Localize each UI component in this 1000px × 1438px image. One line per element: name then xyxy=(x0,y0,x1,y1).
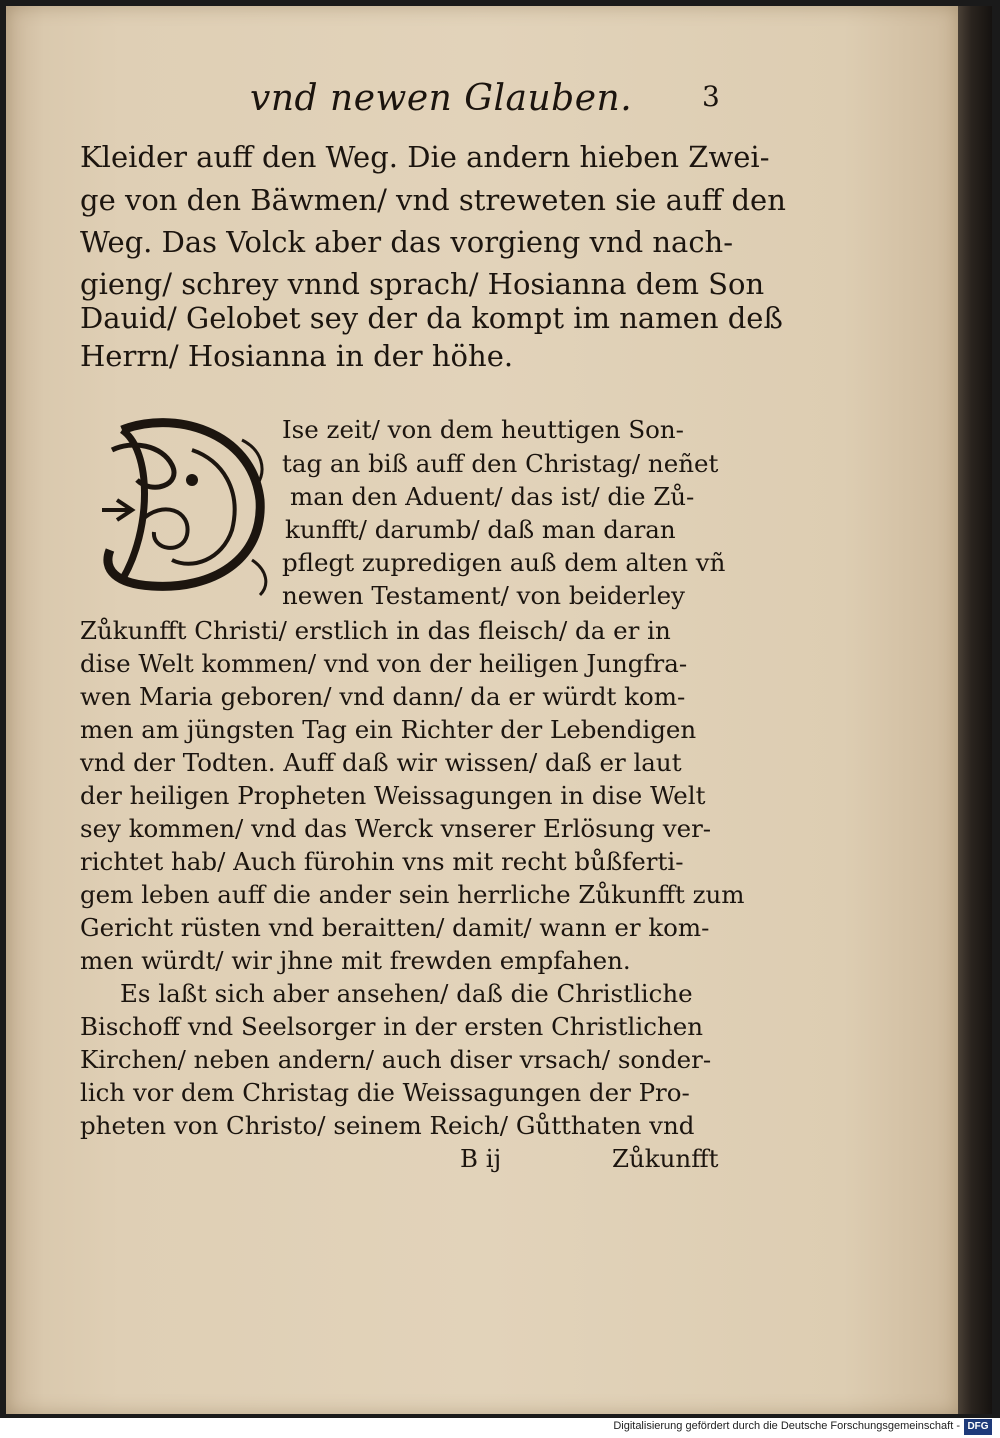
text-line: tag an biß auff den Christag/ neñet xyxy=(282,449,719,478)
running-head-title: vnd newen Glauben. xyxy=(250,78,633,119)
text-line: Weg. Das Volck aber das vorgieng vnd nach- xyxy=(80,225,734,259)
text-line: ge von den Bäwmen/ vnd streweten sie auff den xyxy=(80,183,786,217)
running-head xyxy=(70,78,740,128)
text-line: Kleider auff den Weg. Die andern hieben Zwei- xyxy=(80,140,770,174)
text-line: richtet hab/ Auch fürohin vns mit recht bůßferti- xyxy=(80,847,684,876)
text-line: Ise zeit/ von dem heuttigen Son- xyxy=(282,415,684,444)
page-number: 3 xyxy=(702,80,720,113)
text-line: newen Testament/ von beiderley xyxy=(282,581,685,610)
text-line: gieng/ schrey vnnd sprach/ Hosianna dem Son xyxy=(80,267,765,301)
text-line: wen Maria geboren/ vnd dann/ da er würdt kom- xyxy=(80,682,686,711)
text-line: lich vor dem Christag die Weissagungen der Pro- xyxy=(80,1078,690,1107)
text-line: Herrn/ Hosianna in der höhe. xyxy=(80,339,514,373)
page-gutter-edge xyxy=(958,6,992,1414)
text-line: der heiligen Propheten Weissagungen in dise Welt xyxy=(80,781,706,810)
text-line: man den Aduent/ das ist/ die Zů- xyxy=(290,482,695,511)
text-line: vnd der Todten. Auff daß wir wissen/ daß er laut xyxy=(80,748,682,777)
text-line: dise Welt kommen/ vnd von der heiligen Jungfra- xyxy=(80,649,688,678)
funding-credit: Digitalisierung gefördert durch die Deutsche Forschungsgemeinschaft - xyxy=(613,1420,960,1432)
text-line: Es laßt sich aber ansehen/ daß die Christliche xyxy=(120,979,693,1008)
text-line: Bischoff vnd Seelsorger in der ersten Christlichen xyxy=(80,1012,704,1041)
text-line: sey kommen/ vnd das Werck vnserer Erlösung ver- xyxy=(80,814,712,843)
text-line: Gericht rüsten vnd beraitten/ damit/ wann er kom- xyxy=(80,913,710,942)
decorated-initial-d xyxy=(92,410,272,600)
text-line: kunfft/ darumb/ daß man daran xyxy=(285,515,676,544)
text-line: pheten von Christo/ seinem Reich/ Gůtthaten vnd xyxy=(80,1111,695,1140)
text-line: Zůkunfft Christi/ erstlich in das fleisch/ da er in xyxy=(80,616,671,645)
signature-mark: B ij xyxy=(460,1144,502,1173)
text-line: pflegt zupredigen auß dem alten vñ xyxy=(282,548,726,577)
text-line: Kirchen/ neben andern/ auch diser vrsach/ sonder- xyxy=(80,1045,712,1074)
text-line: men würdt/ wir jhne mit frewden empfahen. xyxy=(80,946,631,975)
text-line: Dauid/ Gelobet sey der da kompt im namen deß xyxy=(80,301,783,335)
text-line: men am jüngsten Tag ein Richter der Lebendigen xyxy=(80,715,697,744)
catchword: Zůkunfft xyxy=(612,1144,719,1173)
text-line: gem leben auff die ander sein herrliche Zůkunfft zum xyxy=(80,880,745,909)
dfg-logo: DFG xyxy=(964,1419,992,1435)
